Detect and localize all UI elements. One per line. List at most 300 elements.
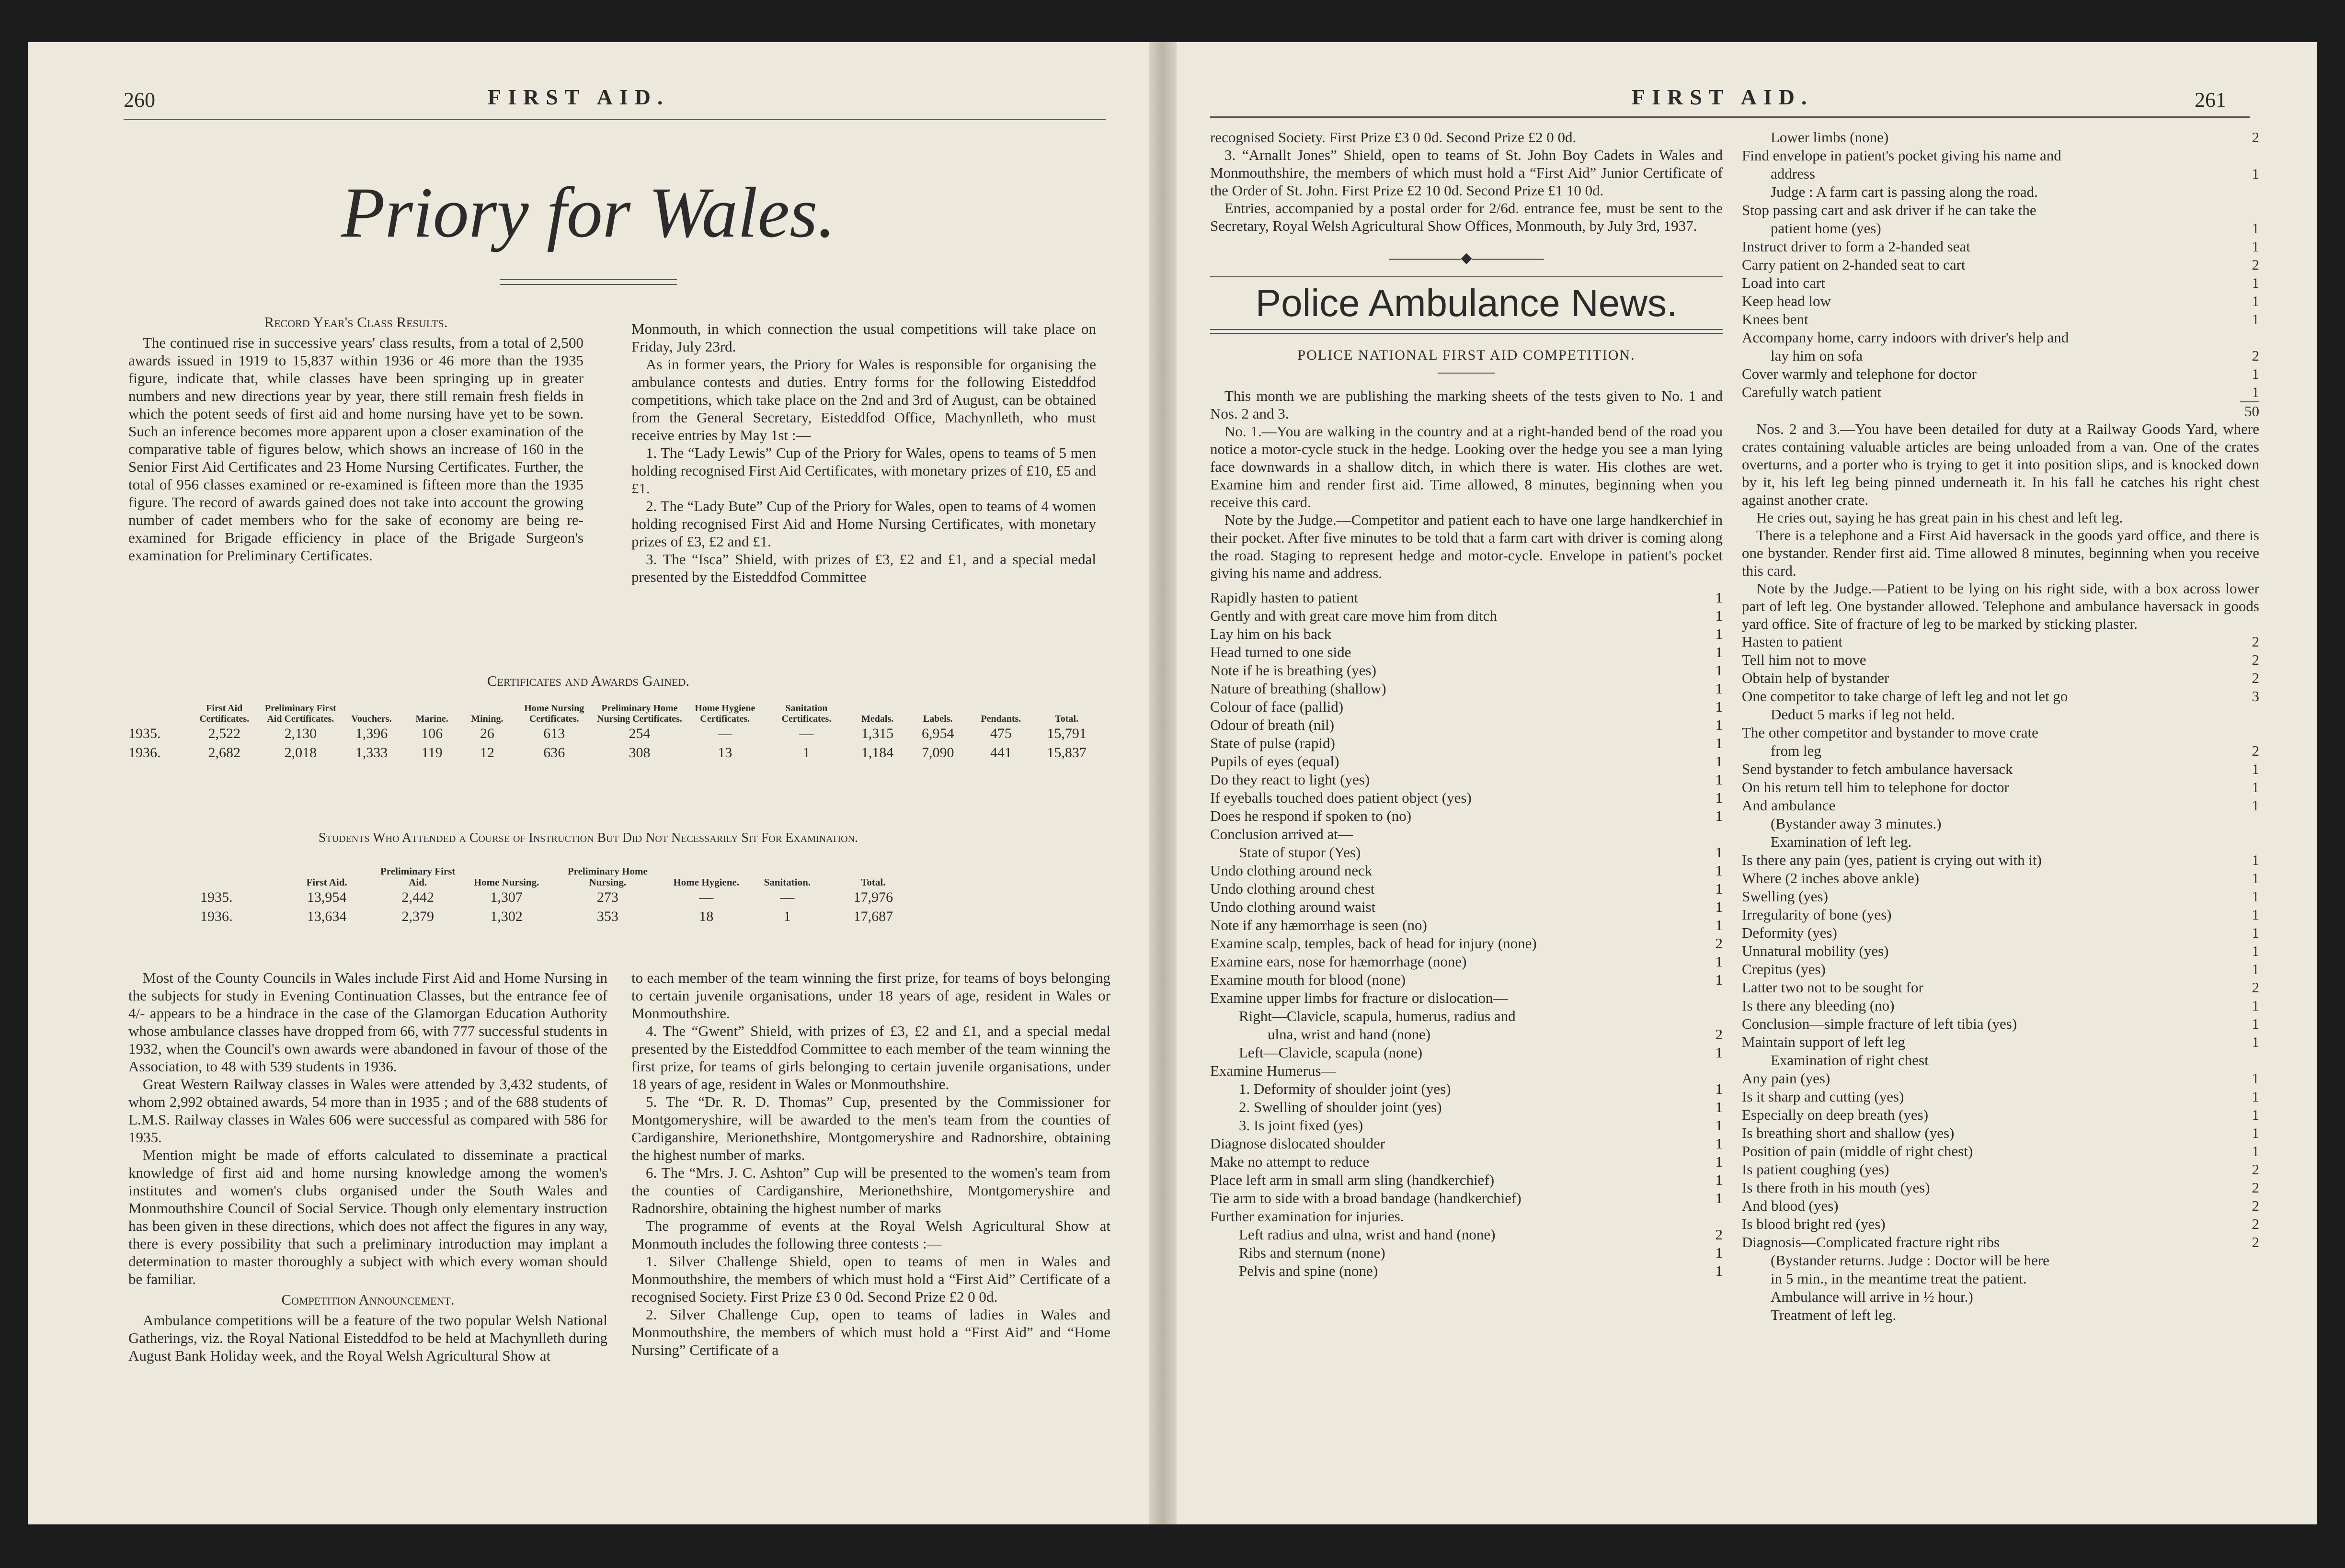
marking-item: Nature of breathing (shallow)	[1210, 680, 1386, 697]
paragraph: Nos. 2 and 3.—You have been detailed for duty at a Railway Goods Yard, where crates containing valuable articles are being unloaded from a van. One of the crates overturns, and a porter who is trying to get it into position slips, and is knocked down by it, his left leg being pinned underneath it. In his fall he catches his right chest against another crate.	[1742, 420, 2259, 508]
section-heading: Record Year's Class Results.	[264, 314, 448, 330]
marking-value: 1	[2252, 1106, 2259, 1123]
marking-row	[1210, 989, 1723, 1007]
table-cell: 1935.	[128, 726, 161, 741]
paragraph: Great Western Railway classes in Wales were attended by 3,432 students, of whom 2,992 obtained awards, 54 more than in 1935 ; and of the 688 students of L.M.S. Railway classes in Wales 606 were successful as compared with 586 for 1935.	[128, 1076, 607, 1146]
marking-value: 2	[1715, 1026, 1723, 1043]
marking-item: Obtain help of bystander	[1742, 670, 1889, 686]
marking-item: Examine scalp, temples, back of head for injury (none)	[1210, 935, 1537, 952]
table-cell: 26	[480, 726, 494, 741]
marking-row	[1742, 183, 2259, 201]
marking-item: Diagnose dislocated shoulder	[1210, 1135, 1385, 1152]
marking-item: address	[1771, 165, 1815, 182]
section-heading: Competition Announcement.	[281, 1291, 455, 1308]
table-cell: 1,315	[861, 726, 894, 741]
table-cell: —	[699, 889, 714, 905]
marking-value	[1704, 989, 1723, 1007]
marking-value: 1	[2252, 1070, 2259, 1087]
marking-item: Undo clothing around chest	[1210, 880, 1375, 897]
table-header: Labels.	[923, 714, 953, 724]
marking-row	[1742, 1015, 2259, 1033]
marking-row	[1742, 147, 2259, 165]
marking-value: 1	[1715, 1044, 1723, 1061]
marking-row	[1742, 942, 2259, 960]
marking-value: 1	[2252, 274, 2259, 291]
table-header: First Aid.	[306, 876, 347, 888]
marking-row	[1742, 1069, 2259, 1088]
marking-row	[1742, 347, 2259, 365]
marking-row	[1742, 256, 2259, 274]
table-cell: 2,442	[401, 889, 434, 905]
marking-item: Examination of right chest	[1771, 1052, 1929, 1068]
marking-item: Latter two not to be sought for	[1742, 979, 1923, 996]
title-rule-2	[500, 284, 677, 285]
marking-value: 2	[2252, 1179, 2259, 1196]
marking-item: On his return tell him to telephone for doctor	[1742, 779, 2009, 795]
marking-row	[1742, 1233, 2259, 1251]
marking-value: 2	[2252, 347, 2259, 364]
paragraph: 1. The “Lady Lewis” Cup of the Priory for Wales, opens to teams of 5 men holding recognised First Aid Certificates, with monetary prizes of £10, £5 and £1.	[631, 444, 1096, 497]
marking-value: 1	[1715, 644, 1723, 660]
paragraph: 1. Silver Challenge Shield, open to teams of men in Wales and Monmouthshire, the members of which must hold a “First Aid” Certificate of a recognised Society. First Prize £3 0 0d. Second Prize £2 0 0d.	[631, 1253, 1110, 1305]
right-column-2	[1742, 128, 2259, 1324]
marking-value	[2240, 833, 2259, 851]
marking-value: 1	[2252, 888, 2259, 905]
marking-item: Keep head low	[1742, 293, 1831, 309]
marking-value: 1	[2252, 238, 2259, 255]
marking-row	[1210, 643, 1723, 661]
header-rule	[124, 119, 1106, 120]
table-cell: 2,018	[284, 745, 317, 761]
table-cell: 1,184	[861, 745, 894, 761]
table-header: First Aid Certificates.	[199, 703, 250, 724]
marking-row	[1210, 880, 1723, 898]
paragraph: Note by the Judge.—Competitor and patient each to have one large handkerchief in their pocket. After five minutes to be told that a farm cart with driver is coming along the road. Staging to represent hedge and motor-cycle. Envelope in patient's pocket giving his name and address.	[1210, 511, 1723, 581]
marking-item: State of pulse (rapid)	[1210, 735, 1335, 751]
marking-value: 1	[2252, 165, 2259, 182]
marking-row	[1210, 1207, 1723, 1226]
marking-value: 1	[2252, 906, 2259, 923]
marking-item: One competitor to take charge of left leg and not let go	[1742, 688, 2068, 704]
marking-value: 1	[2252, 870, 2259, 886]
marking-item: Ambulance will arrive in ½ hour.)	[1771, 1288, 1973, 1305]
marking-value: 2	[2252, 1197, 2259, 1214]
table-cell: 1	[783, 909, 791, 924]
marking-row	[1210, 734, 1723, 752]
subheading: POLICE NATIONAL FIRST AID COMPETITION.	[1297, 347, 1636, 363]
marking-row	[1742, 1197, 2259, 1215]
marking-row	[1210, 716, 1723, 734]
marking-row	[1210, 1062, 1723, 1080]
marking-row	[1210, 589, 1723, 607]
left-page	[28, 42, 1149, 1524]
marking-row	[1742, 165, 2259, 183]
header-rule	[1210, 116, 2250, 118]
marking-item: Odour of breath (nil)	[1210, 716, 1335, 733]
table-cell: 2,522	[208, 726, 240, 741]
marking-value: 2	[2252, 1234, 2259, 1250]
marking-row	[1210, 752, 1723, 771]
marking-row	[1742, 633, 2259, 651]
marking-row	[1742, 219, 2259, 238]
table-header: Medals.	[861, 714, 894, 724]
paragraph: As in former years, the Priory for Wales is responsible for organising the ambulance contests and duties. Entry forms for the following Eisteddfod competitions, which take place on the 2nd and 3rd of August, can be obtained from the General Secretary, Eisteddfod Office, Machynlleth, who must receive entries by May 1st :—	[631, 356, 1096, 443]
table-cell: 18	[699, 909, 714, 924]
marking-value: 1	[2252, 761, 2259, 777]
paragraph: The continued rise in successive years' class results, from a total of 2,500 awards issued in 1919 to 15,837 within 1936 or 46 more than the 1935 figure, indicate that, while classes have been springing up in greater numbers and new directions year by year, there still remain fresh fields in which the potent seeds of first aid and home nursing have yet to be sown. Such an inference becomes more apparent upon a closer examination of the comparative table of figures below, which shows an increase of 160 in the Senior First Aid Certificates and 23 Home Nursing Certificates. Further, the total of 956 classes examined or re-examined is fifteen more than the 1935 figure. The record of awards gained does not take into account the growing number of cadet members who for the sake of economy are being re-examined for Brigade efficiency in place of the Brigade Surgeon's examination for Preliminary Certificates.	[128, 334, 583, 564]
marking-value	[1704, 1062, 1723, 1080]
marking-row	[1742, 687, 2259, 705]
marking-value: 1	[1715, 898, 1723, 915]
paragraph: to each member of the team winning the first prize, for teams of boys belonging to certain juvenile organisations, under 18 years of age, resident in Wales or Monmouthshire.	[631, 969, 1110, 1022]
marking-value: 1	[2252, 779, 2259, 795]
table-header: Sanitation.	[764, 876, 811, 888]
marking-item: Find envelope in patient's pocket giving his name and	[1742, 147, 2061, 164]
table-cell: 2,682	[208, 745, 240, 761]
table-cell: 1	[802, 745, 810, 761]
paragraph: Mention might be made of efforts calculated to disseminate a practical knowledge of first aid and home nursing knowledge among the women's institutes and women's clubs organised under the South Wales and Monmouthshire Council of Social Service. Though only elementary instruction has been given in these directions, which does not affect the figures in any way, there is every possibility that such a preliminary introduction may implant a determination to master thoroughly a subject with which every woman should be familiar.	[128, 1147, 607, 1287]
marking-item: Maintain support of left leg	[1742, 1034, 1905, 1050]
marking-item: from leg	[1771, 742, 1821, 759]
table-cell: 13	[718, 745, 732, 761]
marking-item: Instruct driver to form a 2-handed seat	[1742, 238, 1970, 255]
marking-item: Crepitus (yes)	[1742, 961, 1826, 977]
left-column-1	[128, 310, 583, 564]
marking-value: 1	[1715, 680, 1723, 697]
marking-row	[1210, 771, 1723, 789]
marking-item: Pelvis and spine (none)	[1239, 1262, 1378, 1279]
paragraph: Note by the Judge.—Patient to be lying on his right side, with a box across lower part of left leg. One bystander allowed. Telephone and ambulance haversack in goods yard office. Site of fracture of leg to be marked by sticking plaster.	[1742, 580, 2259, 632]
marking-value: 3	[2252, 688, 2259, 704]
marking-row	[1210, 1171, 1723, 1189]
marking-row	[1742, 742, 2259, 760]
marking-value	[2240, 183, 2259, 201]
marking-value: 1	[1715, 1262, 1723, 1279]
marking-item: Tie arm to side with a broad bandage (handkerchief)	[1210, 1190, 1521, 1206]
right-column-1	[1210, 128, 1723, 1280]
marking-row	[1742, 978, 2259, 997]
marking-item: Conclusion arrived at—	[1210, 826, 1353, 842]
marking-row	[1210, 789, 1723, 807]
marking-value: 2	[2252, 1216, 2259, 1232]
marking-item: Where (2 inches above ankle)	[1742, 870, 1920, 886]
marking-value: 1	[2252, 1034, 2259, 1050]
left-column-3	[128, 969, 607, 1364]
marking-item: And ambulance	[1742, 797, 1836, 814]
table-cell: 13,954	[307, 889, 347, 905]
marking-value: 1	[1715, 807, 1723, 824]
marking-row	[1742, 724, 2259, 742]
marking-value: 1	[2252, 943, 2259, 959]
marking-value: 1	[1715, 753, 1723, 770]
marking-item: Ribs and sternum (none)	[1239, 1244, 1385, 1261]
marking-value: 1	[1715, 1244, 1723, 1261]
marking-row	[1742, 329, 2259, 347]
marking-row	[1210, 1226, 1723, 1244]
marking-item: Unnatural mobility (yes)	[1742, 943, 1889, 959]
marking-row	[1742, 1215, 2259, 1233]
marking-value: 2	[2252, 129, 2259, 146]
marking-value: 1	[1715, 1190, 1723, 1206]
table-cell: 7,090	[921, 745, 954, 761]
marking-value: 1	[2252, 797, 2259, 814]
marking-row	[1742, 869, 2259, 887]
paragraph: The programme of events at the Royal Welsh Agricultural Show at Monmouth includes the following three contests :—	[631, 1217, 1110, 1252]
marking-item: 3. Is joint fixed (yes)	[1239, 1117, 1363, 1134]
table-cell: 353	[596, 909, 618, 924]
marking-item: Make no attempt to reduce	[1210, 1153, 1370, 1170]
table1-heading: Certificates and Awards Gained.	[487, 672, 690, 689]
table-cell: 1936.	[200, 909, 233, 924]
table-cell: 273	[596, 889, 618, 905]
marking-row	[1210, 661, 1723, 680]
marking-value: 1	[1715, 862, 1723, 879]
marking-row	[1210, 1098, 1723, 1116]
marking-item: And blood (yes)	[1742, 1197, 1839, 1214]
paragraph: He cries out, saying he has great pain in his chest and left leg.	[1756, 509, 2123, 526]
marking-row	[1742, 651, 2259, 669]
marking-item: Examine mouth for blood (none)	[1210, 971, 1406, 988]
marking-row	[1210, 916, 1723, 934]
marking-value: 1	[2252, 1143, 2259, 1159]
article-title: Priory for Wales.	[341, 173, 835, 252]
table-cell: —	[799, 726, 814, 741]
marking-value: 1	[1715, 589, 1723, 606]
marking-item: Treatment of left leg.	[1771, 1307, 1897, 1323]
ornament-divider: —————◆—————	[1389, 250, 1544, 266]
table-header: Home Hygiene.	[673, 876, 740, 888]
marking-value	[2240, 1251, 2259, 1270]
marking-row	[1210, 1189, 1723, 1207]
marking-row	[1742, 924, 2259, 942]
left-column-4	[631, 969, 1110, 1359]
marking-value: 2	[2252, 256, 2259, 273]
marking-value: 1	[1715, 953, 1723, 970]
marking-row	[1210, 1007, 1723, 1025]
table-header	[200, 866, 281, 888]
marking-item: Deduct 5 marks if leg not held.	[1771, 706, 1955, 723]
marking-value: 1	[1715, 1117, 1723, 1134]
marking-item: patient home (yes)	[1771, 220, 1881, 237]
marking-row	[1742, 778, 2259, 796]
marking-value: 1	[1715, 971, 1723, 988]
marking-row	[1210, 607, 1723, 625]
marking-item: Examine ears, nose for hæmorrhage (none)	[1210, 953, 1467, 970]
book-gutter	[1149, 42, 1177, 1524]
marking-row	[1742, 1179, 2259, 1197]
table-cell: 1936.	[128, 745, 161, 761]
marking-item: Does he respond if spoken to (no)	[1210, 807, 1412, 824]
marking-sheet-1-continued	[1742, 128, 2259, 401]
paragraph: Most of the County Councils in Wales include First Aid and Home Nursing in the subjects for study in Evening Continuation Classes, but the entrance fee of 4/- appears to be a hindrace in the case of the Glamorgan Education Authority whose ambulance classes have dropped from 66, with 777 successful students in 1932, when the Council's own awards were abandoned in favour of those of the Association, to 48 with 539 students in 1936.	[128, 969, 607, 1075]
table-cell: 441	[990, 745, 1012, 761]
paragraph: 3. “Arnallt Jones” Shield, open to teams of St. John Boy Cadets in Wales and Monmouthshire, the members of which must hold a “First Aid” Junior Certificate of the Order of St. John. First Prize £2 10 0d. Second Prize £1 10 0d.	[1210, 147, 1723, 199]
marking-row	[1742, 1288, 2259, 1306]
marking-row	[1210, 680, 1723, 698]
marking-item: Undo clothing around waist	[1210, 898, 1376, 915]
marking-value: 1	[2252, 852, 2259, 868]
marking-item: Is patient coughing (yes)	[1742, 1161, 1889, 1178]
paragraph: 5. The “Dr. R. D. Thomas” Cup, presented by the Commissioner for Montgomeryshire, will be awarded to the men's team from the counties of Cardiganshire, Merionethshire, Montgomeryshire and Radnorshire, obtaining the highest number of marks.	[631, 1093, 1110, 1163]
section-title: Police Ambulance News.	[1255, 282, 1678, 324]
marking-value: 1	[2252, 924, 2259, 941]
table-header: Home Nursing.	[473, 876, 539, 888]
marking-item: Is there any bleeding (no)	[1742, 997, 1895, 1014]
paragraph: Ambulance competitions will be a feature of the two popular Welsh National Gatherings, viz. the Royal National Eisteddfod to be held at Machynlleth during August Bank Holiday week, and the Royal Welsh Agricultural Show at	[128, 1312, 607, 1364]
paragraph: 3. The “Isca” Shield, with prizes of £3, £2 and £1, and a special medal presented by the Eisteddfod Committee	[631, 551, 1096, 585]
table-cell: 308	[629, 745, 651, 761]
marking-value: 1	[1715, 1099, 1723, 1115]
table-cell: 13,634	[307, 909, 347, 924]
table-cell: —	[718, 726, 732, 741]
marking-value	[2240, 1306, 2259, 1324]
marking-value: 1	[1715, 607, 1723, 624]
marking-value: 1	[1715, 1080, 1723, 1097]
marking-item: Send bystander to fetch ambulance haversack	[1742, 761, 2013, 777]
table-header: Preliminary First Aid Certificates.	[264, 703, 336, 724]
marking-row	[1210, 934, 1723, 953]
paragraph: Monmouth, in which connection the usual competitions will take place on Friday, July 23rd.	[631, 320, 1096, 355]
running-head: FIRST AID.	[488, 85, 670, 109]
marking-value: 1	[1715, 917, 1723, 933]
marking-row	[1742, 760, 2259, 778]
marking-row	[1742, 906, 2259, 924]
marking-value: 2	[2252, 742, 2259, 759]
marking-item: Stop passing cart and ask driver if he can take the	[1742, 202, 2036, 218]
marking-item: Is blood bright red (yes)	[1742, 1216, 1886, 1232]
marking-sheet-1	[1210, 589, 1723, 1280]
marking-item: Conclusion—simple fracture of left tibia (yes)	[1742, 1015, 2017, 1032]
marking-item: Any pain (yes)	[1742, 1070, 1830, 1087]
table-row	[200, 907, 919, 926]
marking-item: (Bystander returns. Judge : Doctor will be here	[1771, 1252, 2049, 1269]
marking-item: Examination of left leg.	[1771, 833, 1912, 850]
marking-value: 1	[2252, 293, 2259, 309]
paragraph: Entries, accompanied by a postal order for 2/6d. entrance fee, must be sent to the Secretary, Royal Welsh Agricultural Show Offices, Monmouth, by July 3rd, 1937.	[1210, 200, 1723, 234]
table-cell: 1,396	[355, 726, 388, 741]
marking-row	[1210, 825, 1723, 843]
table-header: Total.	[861, 876, 886, 888]
page-number: 260	[124, 88, 155, 112]
marking-item: If eyeballs touched does patient object (yes)	[1210, 789, 1472, 806]
marking-value	[1704, 1207, 1723, 1226]
table-cell: 2,379	[401, 909, 434, 924]
marking-item: Tell him not to move	[1742, 651, 1866, 668]
marking-row	[1742, 1142, 2259, 1160]
marking-value: 2	[2252, 651, 2259, 668]
marking-value: 1	[1715, 880, 1723, 897]
table-header: Preliminary First Aid.	[380, 865, 456, 888]
table-header: Home Hygiene Certificates.	[695, 703, 755, 724]
marking-item: Is breathing short and shallow (yes)	[1742, 1125, 1955, 1141]
marking-row	[1742, 238, 2259, 256]
table-row	[200, 888, 919, 907]
table-cell: 636	[543, 745, 565, 761]
marking-item: Is there froth in his mouth (yes)	[1742, 1179, 1930, 1196]
marking-item: Knees bent	[1742, 311, 1808, 328]
marking-row	[1742, 365, 2259, 383]
marking-row	[1210, 807, 1723, 825]
marking-row	[1742, 1306, 2259, 1324]
marking-row	[1742, 1124, 2259, 1142]
table2-heading: Students Who Attended a Course of Instruction But Did Not Necessarily Sit For Examination.	[318, 830, 858, 845]
marking-value: 2	[1715, 935, 1723, 952]
table-cell: 12	[480, 745, 494, 761]
marking-value: 1	[1715, 1171, 1723, 1188]
marking-row	[1210, 971, 1723, 989]
marking-item: Pupils of eyes (equal)	[1210, 753, 1339, 770]
marking-value: 1	[1715, 789, 1723, 806]
marking-item: Note if any hæmorrhage is seen (no)	[1210, 917, 1427, 933]
marking-row	[1210, 625, 1723, 643]
marking-value: 1	[1715, 844, 1723, 861]
marking-item: Lay him on his back	[1210, 625, 1332, 642]
marking-item: lay him on sofa	[1771, 347, 1863, 364]
marking-item: Head turned to one side	[1210, 644, 1351, 660]
marking-row	[1742, 1033, 2259, 1051]
marking-value: 1	[1715, 716, 1723, 733]
marking-value: 1	[2252, 961, 2259, 977]
marking-value	[2240, 147, 2259, 165]
marking-item: Cover warmly and telephone for doctor	[1742, 365, 1977, 382]
table-cell: 2,130	[284, 726, 317, 741]
marking-row	[1742, 960, 2259, 978]
table-row	[128, 743, 1101, 762]
marking-row	[1742, 201, 2259, 219]
certificates-table	[128, 703, 1101, 762]
marking-value	[2240, 724, 2259, 742]
table-header: Total.	[1055, 714, 1078, 724]
marking-item: in 5 min., in the meantime treat the patient.	[1771, 1270, 2027, 1287]
table-cell: 15,837	[1047, 745, 1087, 761]
marking-item: Gently and with great care move him from ditch	[1210, 607, 1498, 624]
table-cell: 17,687	[853, 909, 893, 924]
marking-value: 2	[2252, 1161, 2259, 1178]
paragraph: There is a telephone and a First Aid haversack in the goods yard office, and there is one bystander. Render first aid. Time allowed 8 minutes, beginning when you receive this card.	[1742, 527, 2259, 579]
table-header: Sanitation Certificates.	[781, 703, 832, 724]
marking-item: Hasten to patient	[1742, 633, 1843, 650]
marking-value: 1	[2252, 365, 2259, 382]
marking-row	[1742, 292, 2259, 310]
marking-item: Right—Clavicle, scapula, humerus, radius and	[1239, 1008, 1516, 1024]
marking-value: 1	[2252, 311, 2259, 328]
marking-item: Swelling (yes)	[1742, 888, 1828, 905]
marking-item: Carry patient on 2-handed seat to cart	[1742, 256, 1966, 273]
paragraph: 2. Silver Challenge Cup, open to teams of ladies in Wales and Monmouthshire, the members of which must hold a “First Aid” and “Home Nursing” Certificate of a	[631, 1306, 1110, 1358]
marking-item: Colour of face (pallid)	[1210, 698, 1344, 715]
marking-row	[1742, 815, 2259, 833]
marking-value: 1	[1715, 698, 1723, 715]
marking-row	[1742, 997, 2259, 1015]
marking-value	[2240, 815, 2259, 833]
marking-value: 1	[2252, 384, 2259, 400]
title-rule	[500, 279, 677, 280]
marking-value	[1704, 825, 1723, 843]
marking-value: 2	[2252, 633, 2259, 650]
marking-value: 1	[2252, 220, 2259, 237]
table-cell: 475	[990, 726, 1012, 741]
marking-item: Load into cart	[1742, 274, 1825, 291]
marking-row	[1742, 705, 2259, 724]
marking-row	[1210, 1116, 1723, 1135]
marking-item: Carefully watch patient	[1742, 384, 1881, 400]
marking-row	[1742, 1251, 2259, 1270]
marking-item: Is it sharp and cutting (yes)	[1742, 1088, 1904, 1105]
page-number: 261	[2195, 88, 2226, 112]
marking-item: The other competitor and bystander to move crate	[1742, 724, 2038, 741]
marking-row	[1742, 887, 2259, 906]
table-header: Preliminary Home Nursing Certificates.	[597, 703, 682, 724]
